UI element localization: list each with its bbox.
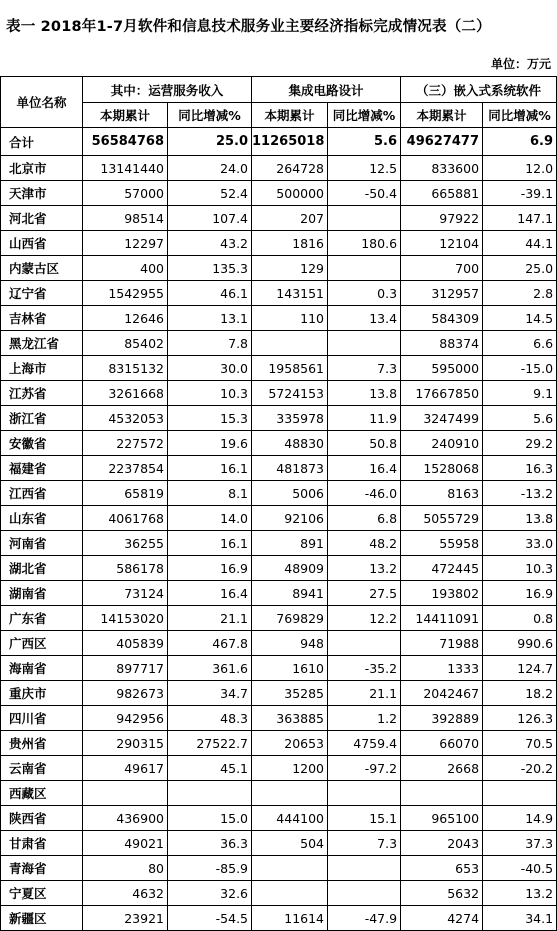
row-label: 青海省 [1,856,83,881]
row-label: 上海市 [1,356,83,381]
row-label: 福建省 [1,456,83,481]
table-row [1,706,557,731]
row-label: 北京市 [1,156,83,181]
table-cell: 16.3 [483,456,557,481]
table-cell: 124.7 [483,656,557,681]
table-row [1,331,557,356]
table-cell: 700 [401,256,483,281]
row-label: 黑龙江省 [1,331,83,356]
table-cell [252,881,328,906]
table-cell: 392889 [401,706,483,731]
table-cell: 143151 [252,281,328,306]
row-label: 江苏省 [1,381,83,406]
table-cell [328,781,401,806]
table-cell: 16.1 [168,531,252,556]
table-cell: 15.0 [168,806,252,831]
table-cell: 2668 [401,756,483,781]
table-cell: -35.2 [328,656,401,681]
table-cell: 36.3 [168,831,252,856]
row-label: 西藏区 [1,781,83,806]
row-label: 吉林省 [1,306,83,331]
table-cell: 1958561 [252,356,328,381]
table-cell: -15.0 [483,356,557,381]
table-cell: 36255 [83,531,168,556]
table-cell [401,781,483,806]
table-cell: 16.9 [168,556,252,581]
row-label: 广西区 [1,631,83,656]
table-cell: -85.9 [168,856,252,881]
row-label: 内蒙古区 [1,256,83,281]
table-cell: 207 [252,206,328,231]
table-cell: 23921 [83,906,168,931]
table-cell: 88374 [401,331,483,356]
table-cell: 472445 [401,556,483,581]
table-cell: 49021 [83,831,168,856]
unit-row [0,50,557,76]
table-cell: 27.5 [328,581,401,606]
row-label: 安徽省 [1,431,83,456]
table-cell [328,881,401,906]
table-cell: 5632 [401,881,483,906]
table-row [1,381,557,406]
table-cell: 21.1 [168,606,252,631]
table-cell: 16.9 [483,581,557,606]
table-cell: 595000 [401,356,483,381]
table-cell: -40.5 [483,856,557,881]
table-cell [328,331,401,356]
table-row [1,181,557,206]
table-cell: 4061768 [83,506,168,531]
table-cell: 13141440 [83,156,168,181]
table-row [1,581,557,606]
table-cell: 13.2 [328,556,401,581]
data-table [0,76,557,931]
table-cell: 129 [252,256,328,281]
table-cell: 9.1 [483,381,557,406]
row-label: 合计 [1,128,83,156]
table-cell: 653 [401,856,483,881]
row-label: 河南省 [1,531,83,556]
subheader-cell: 同比增减% [168,103,252,128]
table-cell: 4632 [83,881,168,906]
table-cell: 586178 [83,556,168,581]
table-cell: 12.5 [328,156,401,181]
row-label: 甘肃省 [1,831,83,856]
table-cell: 35285 [252,681,328,706]
table-cell: 264728 [252,156,328,181]
table-cell: 12.2 [328,606,401,631]
table-cell: 14153020 [83,606,168,631]
table-cell: 990.6 [483,631,557,656]
row-label: 重庆市 [1,681,83,706]
header-unit-name: 单位名称 [1,77,83,128]
table-cell: 2237854 [83,456,168,481]
table-cell: 107.4 [168,206,252,231]
table-row [1,156,557,181]
table-cell: 5.6 [483,406,557,431]
table-cell: 135.3 [168,256,252,281]
table-cell: 24.0 [168,156,252,181]
unit-label: 单位：万元 [490,56,551,71]
table-cell: 0.3 [328,281,401,306]
table-cell: 7.3 [328,356,401,381]
table-cell: 1528068 [401,456,483,481]
table-cell [83,781,168,806]
table-cell: 897717 [83,656,168,681]
table-row [1,281,557,306]
table-cell: 46.1 [168,281,252,306]
table-row [1,731,557,756]
subheader-cell: 本期累计 [401,103,483,128]
table-cell: 180.6 [328,231,401,256]
table-cell: 13.8 [328,381,401,406]
table-cell: 3261668 [83,381,168,406]
table-cell: 57000 [83,181,168,206]
table-cell: 6.9 [483,128,557,156]
table-row [1,556,557,581]
subheader-cell: 同比增减% [328,103,401,128]
table-cell: 467.8 [168,631,252,656]
table-cell: 85402 [83,331,168,356]
table-row [1,631,557,656]
table-row [1,306,557,331]
table-cell: 8315132 [83,356,168,381]
table-cell: 19.6 [168,431,252,456]
table-cell: 833600 [401,156,483,181]
table-cell: -97.2 [328,756,401,781]
table-cell: 70.5 [483,731,557,756]
table-cell: 16.4 [168,581,252,606]
table-row [1,206,557,231]
table-cell: 12646 [83,306,168,331]
table-cell [483,781,557,806]
table-cell: 48.3 [168,706,252,731]
table-cell [252,781,328,806]
table-cell: 52.4 [168,181,252,206]
table-cell: 27522.7 [168,731,252,756]
row-label: 广东省 [1,606,83,631]
table-cell [328,856,401,881]
row-label: 四川省 [1,706,83,731]
table-cell: 44.1 [483,231,557,256]
table-cell: -47.9 [328,906,401,931]
table-cell: 1200 [252,756,328,781]
table-cell: 2042467 [401,681,483,706]
table-cell: 12104 [401,231,483,256]
table-cell: -39.1 [483,181,557,206]
table-row [1,531,557,556]
table-cell: -54.5 [168,906,252,931]
table-cell [328,256,401,281]
table-row [1,806,557,831]
table-cell: 10.3 [168,381,252,406]
row-label: 辽宁省 [1,281,83,306]
table-cell: 80 [83,856,168,881]
table-cell: 1542955 [83,281,168,306]
table-cell: 12297 [83,231,168,256]
table-row [1,856,557,881]
table-row [1,456,557,481]
row-label: 云南省 [1,756,83,781]
table-cell: 12.0 [483,156,557,181]
table-cell [252,856,328,881]
table-cell: 363885 [252,706,328,731]
header-group-ic-design: 集成电路设计 [252,77,401,103]
table-cell: 8163 [401,481,483,506]
row-label: 天津市 [1,181,83,206]
table-cell: 45.1 [168,756,252,781]
table-cell: 5724153 [252,381,328,406]
table-cell: 66070 [401,731,483,756]
table-cell: 5006 [252,481,328,506]
table-cell: 0.8 [483,606,557,631]
table-cell: 32.6 [168,881,252,906]
title-row [0,0,557,50]
table-cell: 1816 [252,231,328,256]
table-cell: 50.8 [328,431,401,456]
table-row [1,431,557,456]
row-label: 宁夏区 [1,881,83,906]
table-cell: 37.3 [483,831,557,856]
table-cell: 5055729 [401,506,483,531]
table-cell: 110 [252,306,328,331]
row-label: 湖南省 [1,581,83,606]
table-cell: 4274 [401,906,483,931]
table-cell [252,331,328,356]
table-cell: 16.4 [328,456,401,481]
table-cell: 10.3 [483,556,557,581]
table-cell: 5.6 [328,128,401,156]
subheader-cell: 本期累计 [252,103,328,128]
table-cell: -50.4 [328,181,401,206]
table-cell: 6.8 [328,506,401,531]
table-cell: 13.1 [168,306,252,331]
table-row [1,756,557,781]
table-cell: 444100 [252,806,328,831]
table-cell: 13.8 [483,506,557,531]
table-cell: 21.1 [328,681,401,706]
table-cell: 30.0 [168,356,252,381]
table-cell: 56584768 [83,128,168,156]
table-cell: 55958 [401,531,483,556]
table-cell: 7.3 [328,831,401,856]
table-cell: 1610 [252,656,328,681]
table-cell: 4759.4 [328,731,401,756]
table-cell: 965100 [401,806,483,831]
row-label: 山西省 [1,231,83,256]
table-cell: 73124 [83,581,168,606]
table-cell: 481873 [252,456,328,481]
table-title: 表一 2018年1-7月软件和信息技术服务业主要经济指标完成情况表（二） [6,18,491,35]
table-cell: 400 [83,256,168,281]
table-cell: 49627477 [401,128,483,156]
table-cell: 29.2 [483,431,557,456]
table-cell: 942956 [83,706,168,731]
table-row [1,881,557,906]
table-cell: 290315 [83,731,168,756]
row-label: 贵州省 [1,731,83,756]
table-cell: 13.4 [328,306,401,331]
row-label: 新疆区 [1,906,83,931]
table-cell: 11614 [252,906,328,931]
table-cell: 769829 [252,606,328,631]
table-cell: 34.1 [483,906,557,931]
total-row [1,128,557,156]
table-cell: 34.7 [168,681,252,706]
row-label: 浙江省 [1,406,83,431]
table-cell: 405839 [83,631,168,656]
table-cell: 25.0 [483,256,557,281]
subheader-cell: 同比增减% [483,103,557,128]
table-cell: 18.2 [483,681,557,706]
table-cell: 982673 [83,681,168,706]
table-cell: 6.6 [483,331,557,356]
table-row [1,781,557,806]
table-cell: 14.9 [483,806,557,831]
table-row [1,606,557,631]
table-cell: 500000 [252,181,328,206]
table-row [1,256,557,281]
table-cell: 13.2 [483,881,557,906]
table-cell: -20.2 [483,756,557,781]
table-cell: 948 [252,631,328,656]
table-cell: 7.8 [168,331,252,356]
table-cell: 147.1 [483,206,557,231]
table-cell: 48830 [252,431,328,456]
row-label: 江西省 [1,481,83,506]
table-row [1,481,557,506]
table-cell: 14411091 [401,606,483,631]
table-cell: 92106 [252,506,328,531]
table-row [1,681,557,706]
table-cell: 11265018 [252,128,328,156]
table-cell: 71988 [401,631,483,656]
table-cell: 49617 [83,756,168,781]
table-cell: 11.9 [328,406,401,431]
table-cell: 312957 [401,281,483,306]
table-cell: 17667850 [401,381,483,406]
table-cell: 361.6 [168,656,252,681]
table-cell: 891 [252,531,328,556]
table-cell: 126.3 [483,706,557,731]
table-row [1,231,557,256]
header-group-operation-service: 其中：运营服务收入 [83,77,252,103]
table-cell: 335978 [252,406,328,431]
table-cell: 15.1 [328,806,401,831]
table-cell: 43.2 [168,231,252,256]
table-cell: -46.0 [328,481,401,506]
table-row [1,356,557,381]
table-cell: 240910 [401,431,483,456]
table-cell: 1333 [401,656,483,681]
table-cell: 2043 [401,831,483,856]
table-cell: 65819 [83,481,168,506]
table-row [1,406,557,431]
table-row [1,906,557,931]
row-label: 陕西省 [1,806,83,831]
table-cell: 14.5 [483,306,557,331]
table-cell [168,781,252,806]
subheader-cell: 本期累计 [83,103,168,128]
header-row-sub [1,103,557,128]
table-cell: 25.0 [168,128,252,156]
table-cell: -13.2 [483,481,557,506]
table-cell: 98514 [83,206,168,231]
table-cell: 16.1 [168,456,252,481]
table-cell: 193802 [401,581,483,606]
row-label: 山东省 [1,506,83,531]
table-cell: 48909 [252,556,328,581]
table-cell: 33.0 [483,531,557,556]
table-cell: 1.2 [328,706,401,731]
table-cell [328,631,401,656]
table-row [1,831,557,856]
table-cell: 48.2 [328,531,401,556]
table-cell: 2.8 [483,281,557,306]
table-cell: 8.1 [168,481,252,506]
table-cell: 15.3 [168,406,252,431]
row-label: 河北省 [1,206,83,231]
table-cell [328,206,401,231]
table-cell: 3247499 [401,406,483,431]
table-row [1,656,557,681]
table-cell: 436900 [83,806,168,831]
table-cell: 97922 [401,206,483,231]
table-cell: 14.0 [168,506,252,531]
row-label: 湖北省 [1,556,83,581]
table-cell: 584309 [401,306,483,331]
table-row [1,506,557,531]
header-group-embedded-software: （三）嵌入式系统软件 [401,77,557,103]
table-cell: 8941 [252,581,328,606]
table-cell: 20653 [252,731,328,756]
table-cell: 665881 [401,181,483,206]
table-cell: 227572 [83,431,168,456]
table-cell: 4532053 [83,406,168,431]
header-row-groups [1,77,557,103]
table-cell: 504 [252,831,328,856]
row-label: 海南省 [1,656,83,681]
